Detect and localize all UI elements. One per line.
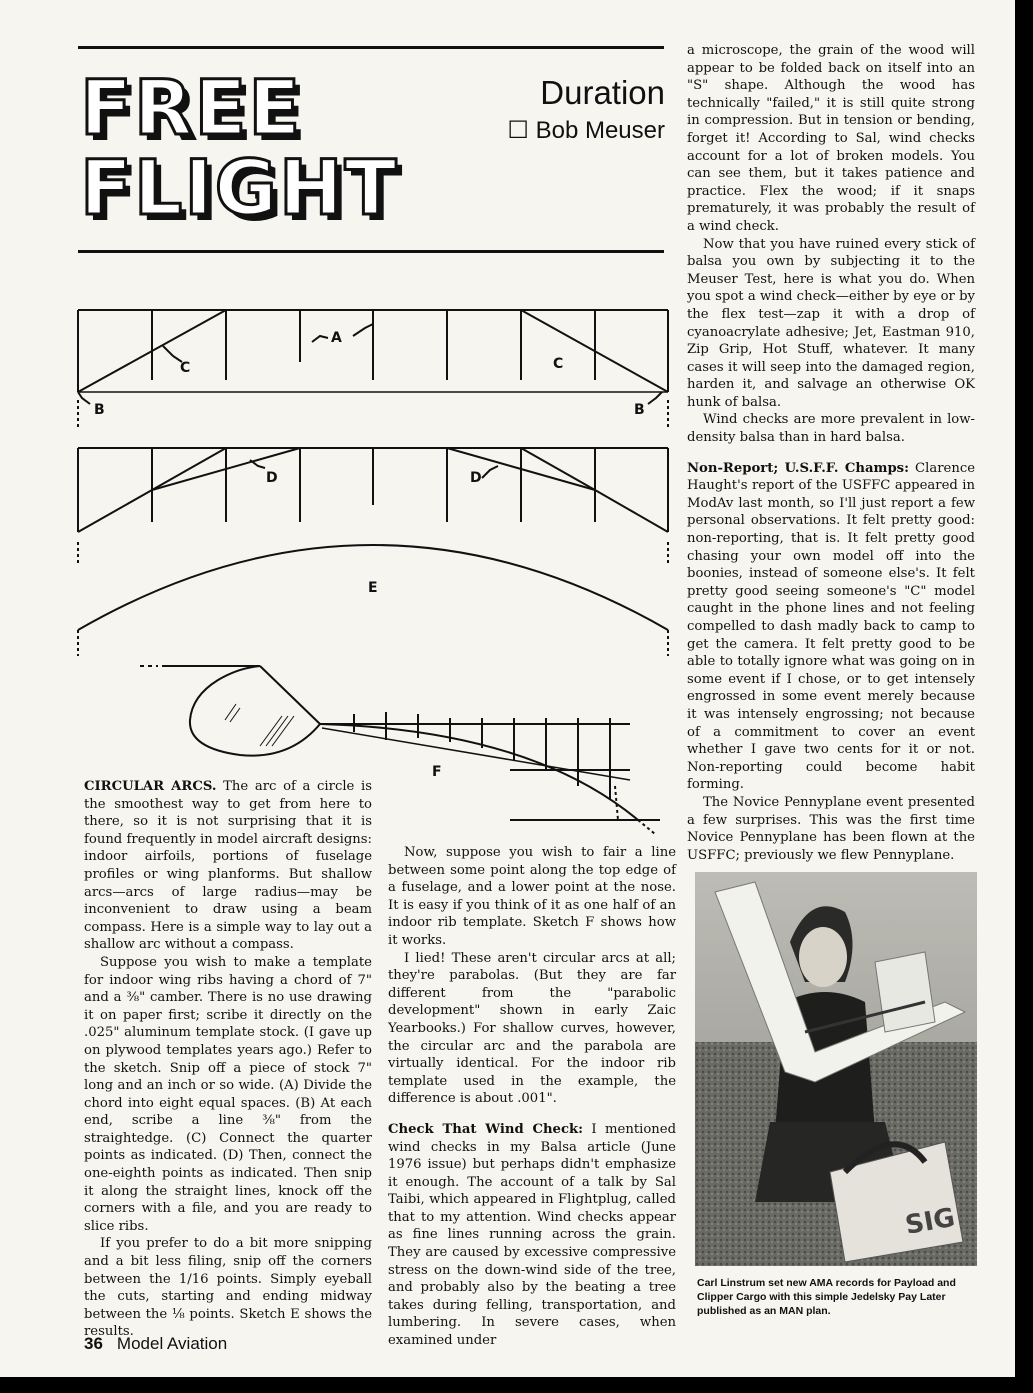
wind-check-heading: Check That Wind Check: <box>388 1121 583 1137</box>
page-footer <box>84 1334 227 1354</box>
label-c-left: C <box>180 360 191 376</box>
label-d-right: D <box>470 470 482 486</box>
circular-arcs-text: The arc of a circle is the smoothest way to get from here to there, so it is not surprising that it is found frequently in model aircraft designs: indoor airfoils, portions of fuselage profiles or wing planforms. But shallow arcs—arcs of large radius—may be inconvenient to draw using a beam compass. Here is a simple way to lay out a shallow arc without a compass. <box>84 779 372 953</box>
section-title: Duration <box>540 74 665 111</box>
label-c-right: C <box>553 356 564 372</box>
label-e: E <box>368 580 378 596</box>
label-d-left: D <box>266 470 278 486</box>
sketch-ab <box>78 310 668 428</box>
scan-edge-right <box>1015 0 1033 1393</box>
right-paragraph-3: Wind checks are more prevalent in low-density balsa than in hard balsa. <box>687 412 975 446</box>
usff-champs-text: Clarence Haught's report of the USFFC appeared in ModAv last month, so I'll just report a few personal observations. It felt pretty good: non-reporting, that is. It felt pretty good chasing your own model off into the boonies, instead of someone else's. It felt pretty good seeing someone's "C" model caught in the phone lines and not feeling compelled to dash madly back to camp to get the camera. It felt pretty good to be able to totally ignore what was going on in some event if I chose, or to get intensely engrossed in some event merely because it was intensely engrossing; not because of a commitment to cover an event whether I gave two cents for it or not. Non-reporting could become habit forming. <box>687 460 976 793</box>
wind-check-text: I mentioned wind checks in my Balsa article (June 1976 issue) but perhaps didn't emphasize it enough. The account of a talk by Sal Taibi, which appeared in Flightplug, called that to my attention. Wind checks appear as fine lines running across the grain. They are caused by excessive compressive stress on the down-wind side of the tree, and probably also by the beating a tree takes during felling, transportation, and lumbering. In severe cases, when examined under <box>388 1121 677 1349</box>
right-paragraph-2: Now that you have ruined every stick of balsa you own by subjecting it to the Meuser Test, here is what you do. When you spot a wind check—either by eye or by the flex test—zap it with a drop of cyanoacrylate adhesive; Jet, Eastman 910, Zip Grip, Hot Stuff, whatever. It many cases it will seep into the damaged region, harden it, and salvage an otherwise OK hunk of balsa. <box>687 236 975 410</box>
title-flight: FLIGHT <box>80 143 399 232</box>
byline: ☐ Bob Meuser <box>507 117 665 144</box>
page-number: 36 <box>84 1334 103 1353</box>
right-column <box>687 42 975 864</box>
header-bottom-rule <box>78 250 664 253</box>
middle-paragraph-1: Now, suppose you wish to fair a line between some point along the top edge of a fuselage, and a lower point at the nose. It is easy if you think of it as one half of an indoor rib template. Sketch F shows how it works. <box>388 845 676 948</box>
middle-column <box>388 844 676 1350</box>
left-column <box>84 778 372 1341</box>
photo-box-text: SIG <box>903 1202 958 1241</box>
top-rule <box>78 46 664 49</box>
sketch-diagram <box>70 300 750 860</box>
label-b-left: B <box>94 402 105 418</box>
sketch-e <box>78 545 668 656</box>
photo-caption: Carl Linstrum set new AMA records for Payload and Clipper Cargo with this simple Jedelsky Pay Later published as an MAN plan. <box>697 1277 956 1317</box>
left-paragraph-3: If you prefer to do a bit more snipping and a bit less filing, snip off the corners between the 1/16 points. Simply eyeball the cuts, starting and ending midway between the ⅛ points. Sketch E shows the results. <box>84 1236 372 1340</box>
sketch-d <box>78 448 668 566</box>
right-paragraph-1: a microscope, the grain of the wood will appear to be folded back on itself into an "S" shape. Although the wood has technically "failed," it is still quite strong in compression. But in tension or bending, forget it! According to Sal, wind checks account for a lot of broken models. You can see them, but it takes patience and practice. Flex the wood; if it snaps prematurely, it was probably the result of a wind check. <box>687 43 975 234</box>
left-paragraph-2: Suppose you wish to make a template for indoor wing ribs having a chord of 7" and a ⅜" camber. There is no use drawing it on paper first; scribe it directly on the .025" aluminum template stock. (I gave up on plywood templates years ago.) Refer to the sketch. Snip off a piece of stock 7" long and an inch or so wide. (A) Divide the chord into eight equal spaces. (B) At each end, scribe a line ⅜" from the straightedge. (C) Connect the quarter points as indicated. (D) Then, connect the one-eighth points as indicated. Then snip it along the straight lines, knock off the corners with a file, and you are ready to slice ribs. <box>84 954 372 1234</box>
label-a: A <box>331 330 342 346</box>
title-free: FREE <box>80 63 303 152</box>
magazine-name: Model Aviation <box>116 1334 228 1353</box>
label-f: F <box>432 764 442 780</box>
label-b-right: B <box>634 402 645 418</box>
middle-paragraph-2: I lied! These aren't circular arcs at all; they're parabolas. (But they are far different from the "parabolic development" shown in early Zaic Yearbooks.) For shallow curves, however, the circular arc and the parabola are virtually identical. For the indoor rib template used in the example, the difference is about .001". <box>388 950 676 1107</box>
usff-champs-heading: Non-Report; U.S.F.F. Champs: <box>687 460 909 476</box>
scan-edge-bottom <box>0 1377 1033 1393</box>
photo-boy-with-model <box>695 872 977 1266</box>
circular-arcs-heading: CIRCULAR ARCS. <box>84 779 217 794</box>
right-paragraph-5: The Novice Pennyplane event presented a few surprises. This was the first time Novice Pennyplane has been flown at the USFFC; previously we flew Pennyplane. <box>687 794 975 863</box>
